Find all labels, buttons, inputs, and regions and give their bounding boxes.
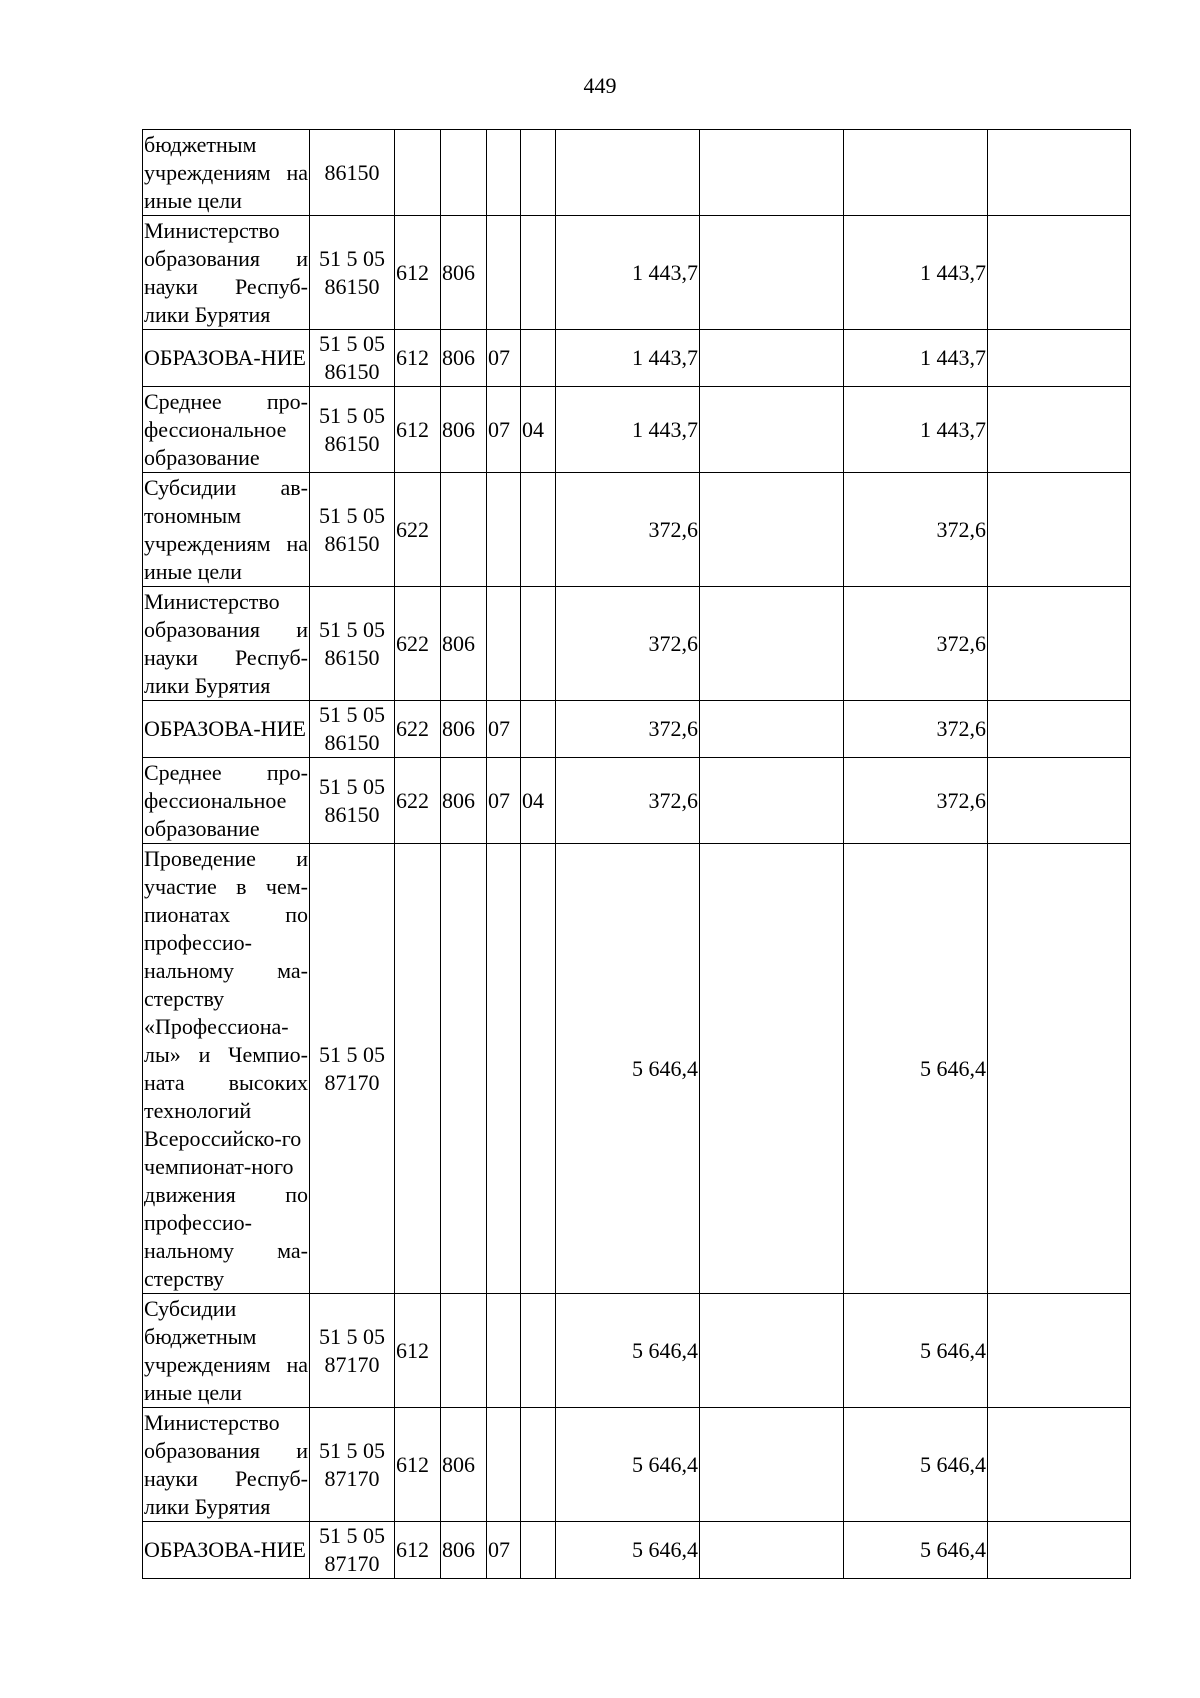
subsection-code-cell	[521, 473, 556, 587]
amount-cell-2	[700, 330, 844, 387]
table-row	[143, 1294, 1131, 1408]
amount-cell-1: 1 443,7	[556, 330, 700, 387]
amount-cell-1: 372,6	[556, 587, 700, 701]
ministry-code-cell: 806	[441, 387, 487, 473]
section-code-cell: 07	[487, 758, 521, 844]
row-name-cell: Субсидии ав-тономным учреждениям на иные цели	[143, 473, 310, 587]
amount-cell-1: 5 646,4	[556, 844, 700, 1294]
amount-cell-2	[700, 130, 844, 216]
amount-cell-1: 1 443,7	[556, 216, 700, 330]
target-article-code-cell: 51 5 05 87170	[310, 1408, 395, 1522]
amount-cell-2	[700, 1294, 844, 1408]
amount-cell-2	[700, 844, 844, 1294]
ministry-code-cell	[441, 1294, 487, 1408]
amount-cell-4	[988, 130, 1131, 216]
amount-cell-2	[700, 701, 844, 758]
amount-cell-4	[988, 1294, 1131, 1408]
target-article-code-cell: 51 5 05 87170	[310, 844, 395, 1294]
subsection-code-cell	[521, 330, 556, 387]
target-article-code-cell: 51 5 05 86150	[310, 701, 395, 758]
ministry-code-cell	[441, 473, 487, 587]
subsection-code-cell	[521, 1522, 556, 1579]
section-code-cell	[487, 844, 521, 1294]
expense-type-code-cell: 612	[395, 330, 441, 387]
amount-cell-3: 1 443,7	[844, 216, 988, 330]
target-article-code-cell: 51 5 05 87170	[310, 1522, 395, 1579]
amount-cell-3: 1 443,7	[844, 387, 988, 473]
table-row	[143, 330, 1131, 387]
table-row	[143, 1522, 1131, 1579]
amount-cell-3: 372,6	[844, 758, 988, 844]
section-code-cell	[487, 473, 521, 587]
subsection-code-cell	[521, 1408, 556, 1522]
budget-table	[142, 129, 1131, 1579]
table-row	[143, 1408, 1131, 1522]
row-name-cell: Среднее про-фессиональное образование	[143, 387, 310, 473]
expense-type-code-cell: 612	[395, 1408, 441, 1522]
row-name-cell: бюджетным учреждениям на иные цели	[143, 130, 310, 216]
amount-cell-3: 372,6	[844, 473, 988, 587]
amount-cell-3: 5 646,4	[844, 1294, 988, 1408]
amount-cell-4	[988, 216, 1131, 330]
ministry-code-cell: 806	[441, 330, 487, 387]
row-name-cell: ОБРАЗОВА-НИЕ	[143, 1522, 310, 1579]
expense-type-code-cell: 622	[395, 473, 441, 587]
section-code-cell	[487, 1294, 521, 1408]
section-code-cell: 07	[487, 387, 521, 473]
subsection-code-cell	[521, 701, 556, 758]
amount-cell-4	[988, 387, 1131, 473]
ministry-code-cell: 806	[441, 216, 487, 330]
amount-cell-1: 5 646,4	[556, 1294, 700, 1408]
row-name-cell: Министерство образования и науки Респуб-лики Бурятия	[143, 587, 310, 701]
table-row	[143, 758, 1131, 844]
amount-cell-2	[700, 1408, 844, 1522]
row-name-cell: Проведение и участие в чем-пионатах по профессио-нальному ма-стерству «Профессиона-лы» и Чемпио-ната высоких технологий Всероссийско-го чемпионат-ного движения по профессио-нальному ма-стерству	[143, 844, 310, 1294]
section-code-cell	[487, 216, 521, 330]
target-article-code-cell: 51 5 05 86150	[310, 387, 395, 473]
expense-type-code-cell	[395, 130, 441, 216]
row-name-cell: Среднее про-фессиональное образование	[143, 758, 310, 844]
target-article-code-cell: 51 5 05 86150	[310, 330, 395, 387]
amount-cell-4	[988, 758, 1131, 844]
ministry-code-cell	[441, 130, 487, 216]
amount-cell-4	[988, 330, 1131, 387]
expense-type-code-cell: 622	[395, 758, 441, 844]
amount-cell-3: 1 443,7	[844, 330, 988, 387]
amount-cell-2	[700, 758, 844, 844]
subsection-code-cell	[521, 130, 556, 216]
ministry-code-cell: 806	[441, 701, 487, 758]
amount-cell-1: 1 443,7	[556, 387, 700, 473]
row-name-cell: ОБРАЗОВА-НИЕ	[143, 701, 310, 758]
amount-cell-4	[988, 1408, 1131, 1522]
section-code-cell: 07	[487, 330, 521, 387]
amount-cell-3: 5 646,4	[844, 1522, 988, 1579]
amount-cell-4	[988, 473, 1131, 587]
subsection-code-cell: 04	[521, 387, 556, 473]
target-article-code-cell: 51 5 05 86150	[310, 216, 395, 330]
subsection-code-cell: 04	[521, 758, 556, 844]
row-name-cell: ОБРАЗОВА-НИЕ	[143, 330, 310, 387]
ministry-code-cell: 806	[441, 758, 487, 844]
row-name-cell: Министерство образования и науки Респуб-лики Бурятия	[143, 216, 310, 330]
target-article-code-cell: 86150	[310, 130, 395, 216]
subsection-code-cell	[521, 844, 556, 1294]
table-row	[143, 387, 1131, 473]
amount-cell-3: 372,6	[844, 701, 988, 758]
expense-type-code-cell: 612	[395, 216, 441, 330]
amount-cell-2	[700, 587, 844, 701]
table-row	[143, 130, 1131, 216]
target-article-code-cell: 51 5 05 87170	[310, 1294, 395, 1408]
amount-cell-1: 372,6	[556, 758, 700, 844]
page-number: 449	[583, 73, 617, 98]
ministry-code-cell: 806	[441, 1408, 487, 1522]
amount-cell-3	[844, 130, 988, 216]
amount-cell-2	[700, 387, 844, 473]
subsection-code-cell	[521, 216, 556, 330]
section-code-cell	[487, 1408, 521, 1522]
table-row	[143, 701, 1131, 758]
amount-cell-2	[700, 1522, 844, 1579]
expense-type-code-cell	[395, 844, 441, 1294]
amount-cell-4	[988, 587, 1131, 701]
amount-cell-3: 5 646,4	[844, 1408, 988, 1522]
amount-cell-1: 372,6	[556, 473, 700, 587]
row-name-cell: Министерство образования и науки Респуб-лики Бурятия	[143, 1408, 310, 1522]
expense-type-code-cell: 612	[395, 1522, 441, 1579]
section-code-cell	[487, 587, 521, 701]
section-code-cell: 07	[487, 701, 521, 758]
table-body	[143, 130, 1131, 1579]
expense-type-code-cell: 622	[395, 587, 441, 701]
ministry-code-cell	[441, 844, 487, 1294]
amount-cell-4	[988, 1522, 1131, 1579]
amount-cell-4	[988, 844, 1131, 1294]
expense-type-code-cell: 612	[395, 1294, 441, 1408]
amount-cell-4	[988, 701, 1131, 758]
target-article-code-cell: 51 5 05 86150	[310, 587, 395, 701]
subsection-code-cell	[521, 1294, 556, 1408]
row-name-cell: Субсидии бюджетным учреждениям на иные цели	[143, 1294, 310, 1408]
target-article-code-cell: 51 5 05 86150	[310, 758, 395, 844]
amount-cell-1	[556, 130, 700, 216]
target-article-code-cell: 51 5 05 86150	[310, 473, 395, 587]
table-row	[143, 216, 1131, 330]
table-row	[143, 587, 1131, 701]
amount-cell-2	[700, 216, 844, 330]
expense-type-code-cell: 622	[395, 701, 441, 758]
amount-cell-3: 372,6	[844, 587, 988, 701]
amount-cell-1: 5 646,4	[556, 1522, 700, 1579]
amount-cell-1: 372,6	[556, 701, 700, 758]
subsection-code-cell	[521, 587, 556, 701]
ministry-code-cell: 806	[441, 1522, 487, 1579]
section-code-cell: 07	[487, 1522, 521, 1579]
amount-cell-3: 5 646,4	[844, 844, 988, 1294]
table-row	[143, 844, 1131, 1294]
amount-cell-1: 5 646,4	[556, 1408, 700, 1522]
amount-cell-2	[700, 473, 844, 587]
expense-type-code-cell: 612	[395, 387, 441, 473]
section-code-cell	[487, 130, 521, 216]
ministry-code-cell: 806	[441, 587, 487, 701]
table-row	[143, 473, 1131, 587]
